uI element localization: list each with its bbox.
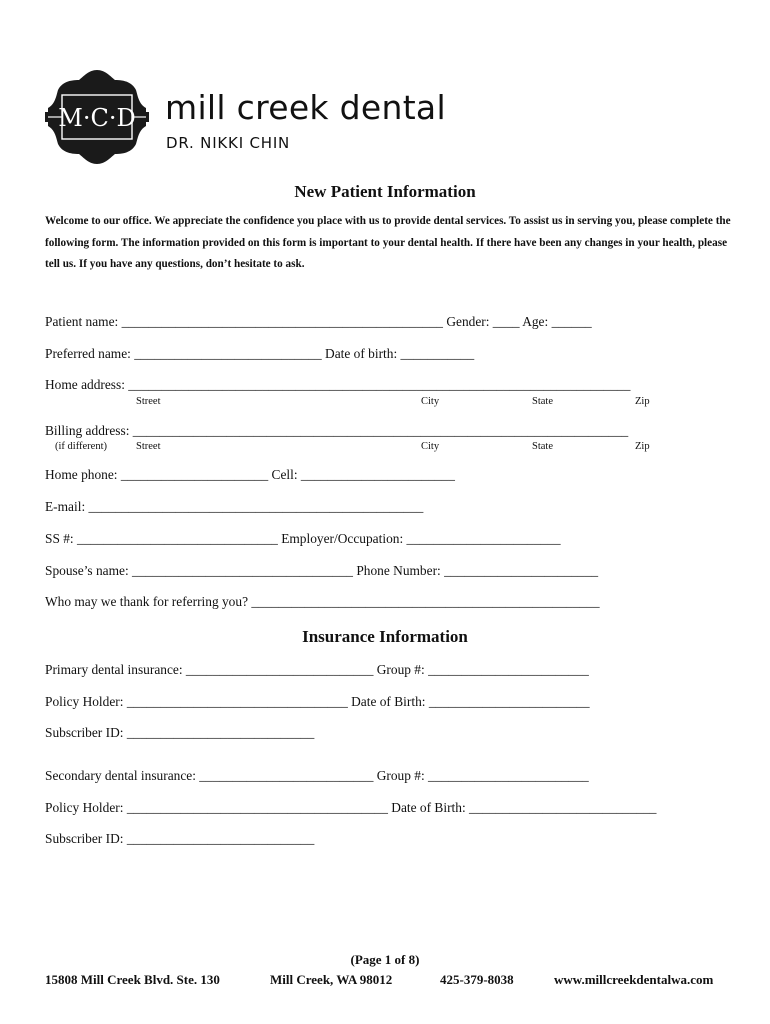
home-city-label: City: [421, 396, 440, 407]
section-title-insurance: Insurance Information: [302, 627, 468, 646]
section-title-patient: New Patient Information: [294, 182, 476, 201]
spouse-field[interactable]: Spouse’s name: _________________________________ Phone Number: _______________________: [45, 563, 599, 578]
ss-field[interactable]: SS #: ______________________________ Employer/Occupation: _______________________: [45, 531, 561, 546]
secondary-subscriber-id-field[interactable]: Subscriber ID: ____________________________: [45, 831, 315, 846]
home-address-field[interactable]: Home address: ___________________________________________________________________________: [45, 377, 631, 392]
if-different-label: (if different): [55, 441, 107, 452]
billing-address-field[interactable]: Billing address: __________________________________________________________________________: [45, 423, 629, 438]
patient-name-field[interactable]: Patient name: ________________________________________________ Gender: ____ Age: ______: [45, 314, 592, 329]
primary-subscriber-id-field[interactable]: Subscriber ID: ____________________________: [45, 725, 315, 740]
home-street-label: Street: [136, 396, 161, 407]
doctor-name: DR. NIKKI CHIN: [166, 134, 291, 152]
primary-insurance-field[interactable]: Primary dental insurance: ____________________________ Group #: ________________________: [45, 662, 589, 677]
primary-policy-holder-field[interactable]: Policy Holder: _________________________________ Date of Birth: ________________________: [45, 694, 590, 709]
footer-phone: 425-379-8038: [440, 972, 514, 987]
page-number: (Page 1 of 8): [350, 952, 420, 967]
intro-paragraph: Welcome to our office. We appreciate the confidence you place with us to provide dental services. To assist us in serving you, please complete the following form. The information provided on this form is important to your dental health. If there have been any changes in your health, please tell us. If you have any questions, don’t hesitate to ask.: [45, 215, 731, 270]
home-zip-label: Zip: [635, 396, 650, 407]
home-phone-field[interactable]: Home phone: ______________________ Cell: _______________________: [45, 467, 455, 482]
email-field[interactable]: E-mail: __________________________________________________: [45, 499, 424, 514]
practice-name: mill creek dental: [165, 88, 446, 127]
logo-emblem: [44, 68, 150, 166]
logo-monogram: M·C·D: [58, 104, 136, 132]
footer-address: 15808 Mill Creek Blvd. Ste. 130: [45, 972, 220, 987]
footer-city: Mill Creek, WA 98012: [270, 972, 393, 987]
secondary-insurance-field[interactable]: Secondary dental insurance: __________________________ Group #: ________________________: [45, 768, 589, 783]
billing-state-label: State: [532, 441, 553, 452]
footer-website[interactable]: www.millcreekdentalwa.com: [554, 972, 714, 987]
referral-field[interactable]: Who may we thank for referring you? ____________________________________________________: [45, 594, 600, 609]
billing-zip-label: Zip: [635, 441, 650, 452]
billing-city-label: City: [421, 441, 440, 452]
preferred-name-field[interactable]: Preferred name: ____________________________ Date of birth: ___________: [45, 346, 475, 361]
secondary-policy-holder-field[interactable]: Policy Holder: _______________________________________ Date of Birth: ____________________________: [45, 800, 657, 815]
practice-logo: [44, 68, 150, 166]
billing-street-label: Street: [136, 441, 161, 452]
home-state-label: State: [532, 396, 553, 407]
